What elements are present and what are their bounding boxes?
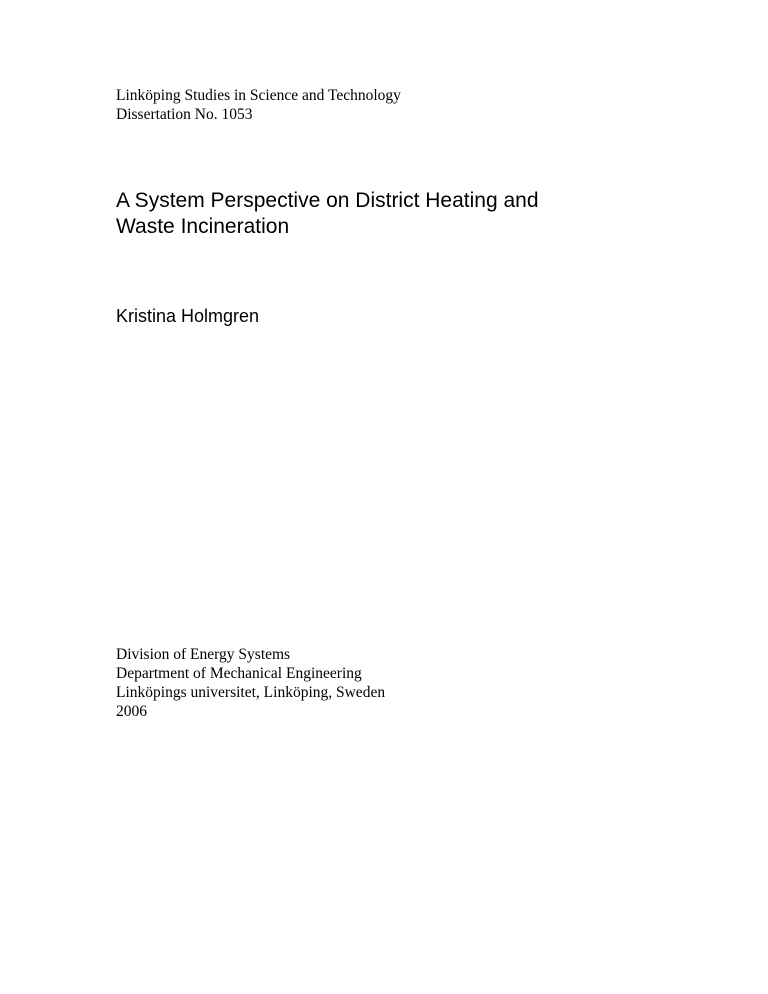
series-info xyxy=(116,86,401,124)
dissertation-title xyxy=(116,188,676,240)
title-line-1: A System Perspective on District Heating and xyxy=(116,189,539,212)
author-name: Kristina Holmgren xyxy=(116,306,260,326)
title-line-2: Waste Incineration xyxy=(116,215,290,238)
series-name: Linköping Studies in Science and Technology xyxy=(116,87,401,104)
division-name: Division of Energy Systems xyxy=(116,646,291,663)
university-name: Linköpings universitet, Linköping, Sweden xyxy=(116,684,386,701)
publication-year: 2006 xyxy=(116,703,147,720)
affiliation-block xyxy=(116,645,385,721)
department-name: Department of Mechanical Engineering xyxy=(116,665,362,682)
dissertation-number: Dissertation No. 1053 xyxy=(116,106,253,123)
